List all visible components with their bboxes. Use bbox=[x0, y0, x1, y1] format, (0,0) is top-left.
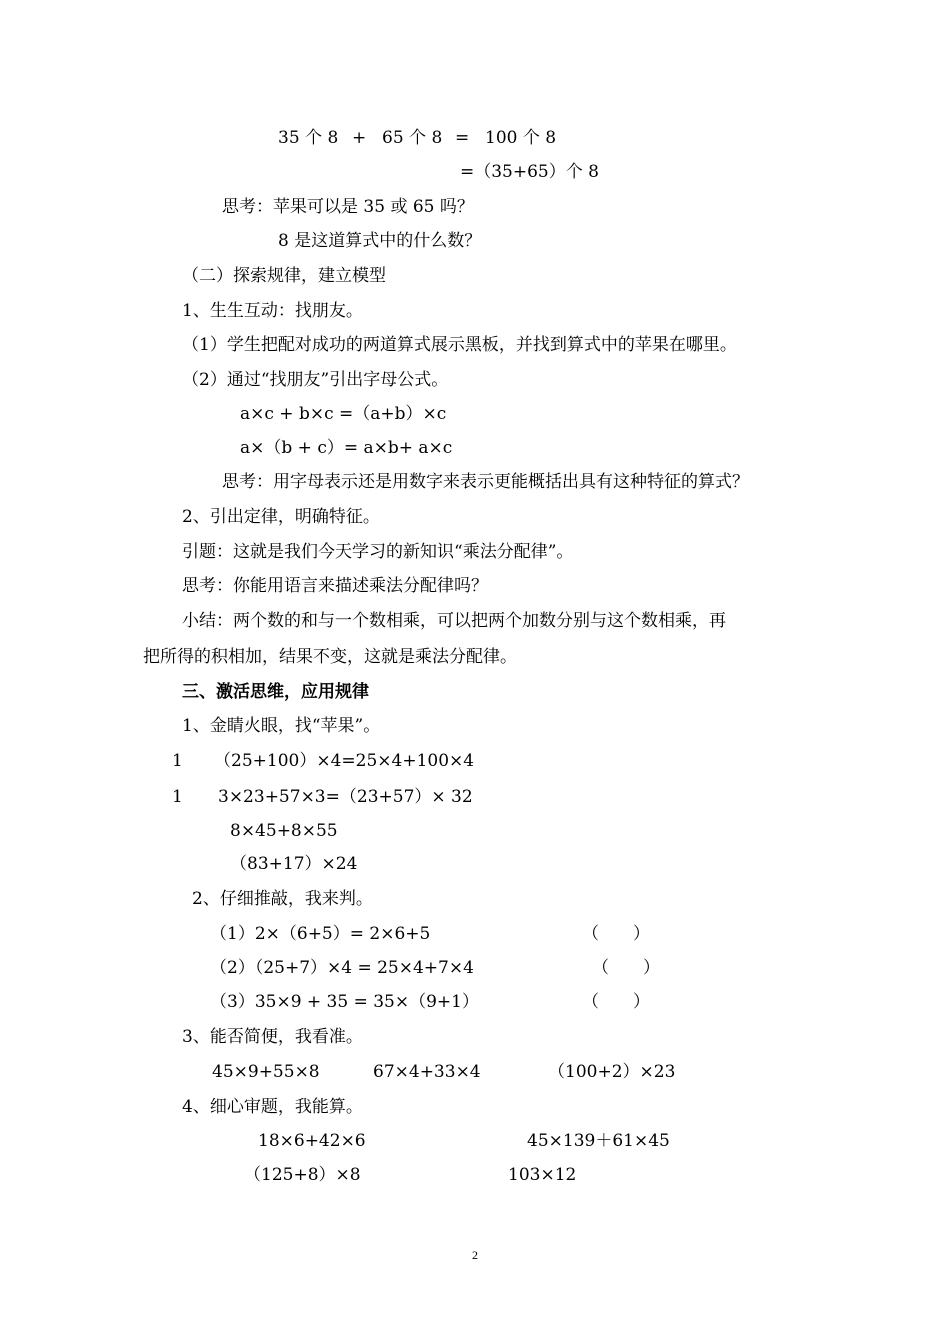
section-heading-2: （二）探索规律，建立模型 bbox=[182, 266, 386, 286]
exercise-1-heading: 1、金睛火眼，找“苹果”。 bbox=[182, 716, 381, 736]
think-question-1: 思考：苹果可以是 35 或 65 吗？ bbox=[222, 197, 474, 217]
exercise-3-b: 67×4+33×4 bbox=[373, 1062, 481, 1082]
item-2: 2、引出定律，明确特征。 bbox=[182, 507, 380, 527]
formula-2: a×（b + c）= a×b+ a×c bbox=[240, 438, 453, 458]
judge-item-2: （2）（25+7）×4 = 25×4+7×4 bbox=[210, 958, 474, 978]
equation-equals: = bbox=[455, 128, 470, 148]
item-1: 1、生生互动：找朋友。 bbox=[182, 301, 363, 321]
exercise-4-c: （125+8）×8 bbox=[244, 1165, 361, 1185]
exercise-1-b: 3×23+57×3=（23+57）× 32 bbox=[218, 787, 473, 807]
intro-line: 引题：这就是我们今天学习的新知识“乘法分配律”。 bbox=[182, 542, 574, 562]
judge-item-2-answer-blank: （ ） bbox=[592, 958, 660, 978]
exercise-3-heading: 3、能否简便，我看准。 bbox=[182, 1027, 363, 1047]
formula-1: a×c + b×c =（a+b）×c bbox=[240, 404, 447, 424]
exercise-4-d: 103×12 bbox=[508, 1165, 577, 1185]
summary-line-1: 小结：两个数的和与一个数相乘，可以把两个加数分别与这个数相乘，再 bbox=[182, 611, 726, 631]
exercise-3-a: 45×9+55×8 bbox=[212, 1062, 320, 1082]
exercise-2-heading: 2、仔细推敲，我来判。 bbox=[192, 889, 373, 909]
exercise-1-a: （25+100）×4=25×4+100×4 bbox=[214, 751, 475, 771]
page-number: 2 bbox=[472, 1248, 478, 1262]
judge-item-3-answer-blank: （ ） bbox=[582, 992, 650, 1012]
exercise-1-c: 8×45+8×55 bbox=[230, 821, 338, 841]
exercise-4-heading: 4、细心审题，我能算。 bbox=[182, 1097, 363, 1117]
judge-item-1: （1）2×（6+5）= 2×6+5 bbox=[210, 924, 431, 944]
exercise-1-marker-1: 1 bbox=[172, 751, 183, 771]
equation-result: 100 个 8 bbox=[485, 128, 557, 148]
equation-part-b: 65 个 8 bbox=[382, 128, 443, 148]
exercise-1-marker-2: 1 bbox=[172, 787, 183, 807]
exercise-4-a: 18×6+42×6 bbox=[258, 1131, 366, 1151]
exercise-4-b: 45×139＋61×45 bbox=[527, 1131, 670, 1151]
item-1-2: （2）通过“找朋友”引出字母公式。 bbox=[182, 370, 449, 390]
think-question-3: 思考：你能用语言来描述乘法分配律吗？ bbox=[182, 576, 488, 596]
section-heading-3: 三、激活思维，应用规律 bbox=[182, 682, 369, 702]
think-question-1b: 8 是这道算式中的什么数？ bbox=[278, 231, 482, 251]
judge-item-1-answer-blank: （ ） bbox=[582, 924, 650, 944]
equation-line-2: =（35+65）个 8 bbox=[460, 162, 599, 182]
item-1-1: （1）学生把配对成功的两道算式展示黑板，并找到算式中的苹果在哪里。 bbox=[182, 335, 737, 355]
judge-item-3: （3）35×9 + 35 = 35×（9+1） bbox=[210, 992, 479, 1012]
summary-line-2: 把所得的积相加，结果不变，这就是乘法分配律。 bbox=[143, 647, 517, 667]
exercise-3-c: （100+2）×23 bbox=[548, 1062, 676, 1082]
equation-plus: + bbox=[352, 128, 367, 148]
think-question-2: 思考：用字母表示还是用数字来表示更能概括出具有这种特征的算式？ bbox=[222, 472, 749, 492]
exercise-1-d: （83+17）×24 bbox=[230, 854, 358, 874]
equation-part-a: 35 个 8 bbox=[278, 128, 339, 148]
